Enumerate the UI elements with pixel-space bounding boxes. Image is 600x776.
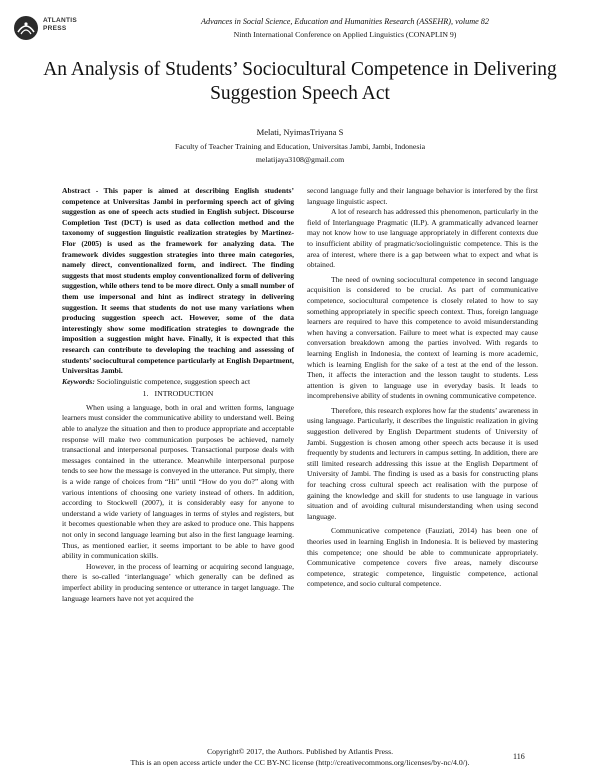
section-heading-introduction <box>62 389 294 400</box>
author-email[interactable]: melatijaya3108@gmail.com <box>255 155 345 164</box>
paper-affiliation: Faculty of Teacher Training and Education, Universitas Jambi, Jambi, Indonesia <box>174 142 426 151</box>
body-paragraph: second language fully and their language behavior is interfered by the first language linguistic aspect. <box>307 186 538 206</box>
journal-header: Advances in Social Science, Education and Humanities Research (ASSEHR), volume 82 <box>201 17 489 26</box>
body-paragraph: When using a language, both in oral and written forms, language learners must consider the communicative ability to understand well. Being able to analyze the situation and then to produce appropriate and acceptable response will make two communication purposes be achieved, namely transactional and interpersonal purposes. Transactional purpose deals with messages contained in the utterance. Meanwhile interpersonal purpose tends to see how the message is conveyed in the utterance. Put simply, there is a wide range of choices from “Hi” until “How do you do?” along with various intentions of choosing one variety instead of others. In addition, according to Stockwell (2007), it is considerably easy for anyone to understand a wide variety of languages in terms of styles and registers, but it becomes questionable when they are asked to produce one. This happens not only in second language learning but also in the first language learning. Thus, as mentioned earlier, it seems important to be able to have good ability in communication skills. <box>62 402 294 561</box>
left-column <box>62 186 294 604</box>
keywords-list: Sociolinguistic competence, suggestion speech act <box>96 376 251 386</box>
body-paragraph: However, in the process of learning or acquiring second language, there is so-called ‘interlanguage’ which generally can be defined as imperfect ability in producing sentence or utterance in target language. The language learners have not yet acquired the <box>62 561 294 603</box>
conference-header: Ninth International Conference on Applied Linguistics (CONAPLIN 9) <box>233 30 457 39</box>
paper-title: An Analysis of Students’ Sociocultural Competence in Delivering Suggestion Speech Act <box>43 59 557 104</box>
keywords-label: Keywords: <box>62 376 95 386</box>
keywords <box>62 377 294 388</box>
logo-text-line-1: ATLANTIS <box>43 17 78 24</box>
section-title: INTRODUCTION <box>154 389 214 399</box>
abstract-text: Abstract - This paper is aimed at describing English students’ competence at Universitas Jambi in performing speech act of giving suggestion as one of speech acts studied in English subject. Discourse Completion Test (DCT) is used as data collection method and the taxonomy of suggestion linguistic realization strategies by Martinez-Flor (2005) is used as the framework for analyzing data. The framework divides suggestion strategies into three main categories, namely direct, conventionalized form, and indirect. The finding suggests that most students employ conventionalized form of delivering suggestion, while others tend to be more direct. Only a small number of them use impersonal and hint as indirect strategy in delivering suggestion. It seems that students do not use many variations when producing suggestion speech act. However, some of the data interestingly show some modification strategies to downgrade the imposition a suggestion might have. Finally, it is expected that this research can contribute to developing the teaching and assessing of students’ sociocultural competence particularly at English Department, Universitas Jambi. <box>62 186 294 376</box>
logo-text-line-2: PRESS <box>43 25 67 32</box>
body-paragraph: A lot of research has addressed this phenomenon, particularly in the field of Interlanguage Pragmatic (ILP). A grammatically advanced learner may not know how to use language appropriately in different contexts due to insufficient ability of pragmatic/sociolinguistic competence. This is the area of interest, where there is a gap between what to expect and what is obtained. <box>307 207 538 270</box>
section-number: 1. <box>142 389 149 399</box>
body-paragraph: Therefore, this research explores how far the students’ awareness in using language. Particularly, it describes the linguistic realization in giving suggestion delivered by English Department students of University of Jambi. Suggestion is chosen among other speech acts because it is used frequently by students and lecturers in campus setting. In addition, there are still limited research addressing this issue at the English Department of University of Jambi. The finding is used as a basis for constructing plans for teaching cross cultural speech act realisation with the purpose of gaining the knowledge and skill for students to use language in various situation and of avoiding cultural misunderstanding when using second language. <box>307 405 538 521</box>
page-number: 116 <box>513 752 525 761</box>
footer-license[interactable]: This is an open access article under the CC BY-NC license (http://creativecommons.org/licenses/by-nc/4.0/). <box>130 758 470 767</box>
paper-authors: Melati, NyimasTriyana S <box>256 127 344 137</box>
publisher-logo <box>13 13 123 45</box>
footer-copyright: Copyright© 2017, the Authors. Published by Atlantis Press. <box>206 747 394 756</box>
atlantis-logo-icon <box>13 15 39 41</box>
body-paragraph: The need of owning sociocultural competence in second language acquisition is considered to be crucial. As part of communicative competence, sociocultural competence is closely related to how to say something appropriately in specific speech context. Thus, foreign language learners are required to have this competence to avoid misunderstanding when having a conversation. Failure to meet what is expected may cause conversation breakdown among the parties involved. With regards to learning English in Indonesia, the context of learning is more academic, which is learning English for the sake of a test at the end of the lesson. Then, it affects the interaction and the lesson taught to students. Less attention is given to language use in everyday basis. It leads to incomprehensive ability of students in owning communicative competence. <box>307 274 538 401</box>
body-paragraph: Communicative competence (Fauziati, 2014) has been one of theories used in learning English in Indonesia. It is believed by mastering this competence; one should be able to communicate appropriately. Communicative competence covers five areas, namely discourse competence, strategic competence, linguistic competence, actional competence, and socio cultural competence. <box>307 526 538 589</box>
right-column <box>307 186 538 590</box>
publisher-logo-text <box>43 17 77 33</box>
